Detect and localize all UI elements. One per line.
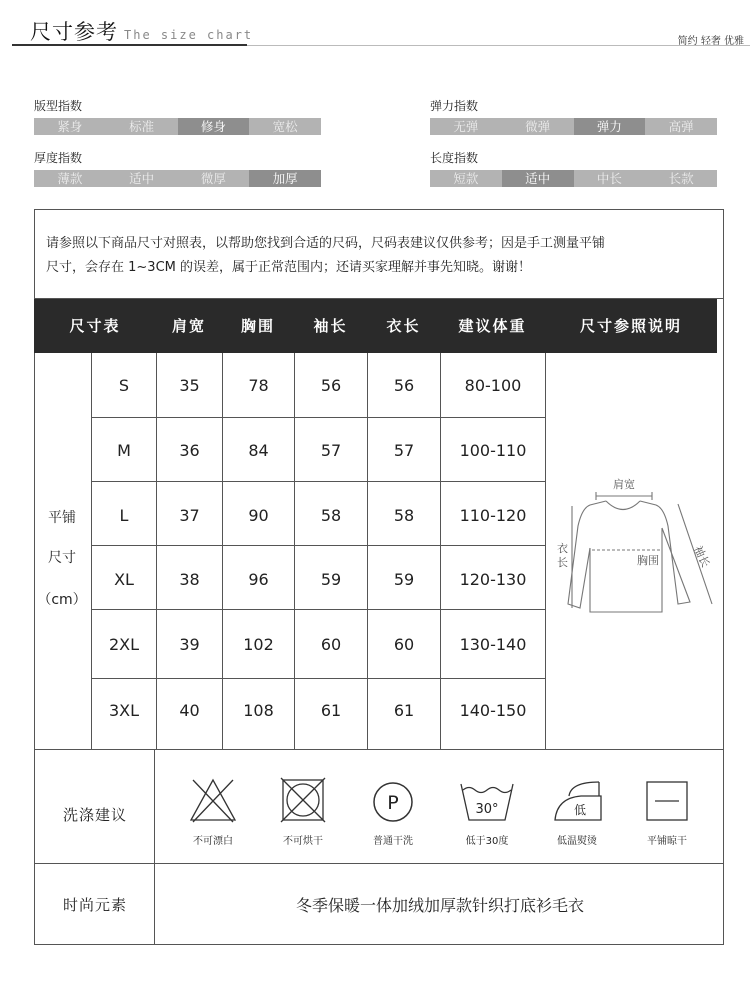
- length-index-bar: [430, 170, 717, 187]
- size-table-header: [34, 299, 717, 353]
- grid-line: [91, 481, 545, 482]
- care-item-no-bleach: [178, 776, 248, 847]
- care-item-dry-clean: [358, 776, 428, 847]
- header-shoulder: 肩宽: [171, 317, 206, 335]
- header-reference: 尺寸参照说明: [579, 317, 682, 335]
- care-caption: 不可烘干: [283, 836, 323, 847]
- cell-sleeve: 58: [320, 506, 342, 525]
- thickness-index-label: 厚度指数: [34, 151, 83, 165]
- wash-temp-symbol: 30°: [475, 802, 499, 817]
- cell-size: 3XL: [108, 701, 140, 720]
- length-option: 长款: [668, 171, 694, 186]
- cell-chest: 90: [248, 506, 269, 525]
- garment-diagram: [556, 468, 724, 616]
- fit-option: 宽松: [272, 119, 298, 134]
- flat-dry-icon: [641, 776, 693, 826]
- header-underline: [12, 44, 247, 46]
- cell-length: 61: [393, 701, 415, 720]
- care-item-wash-30: [452, 776, 522, 847]
- grid-line: [545, 353, 546, 749]
- thickness-option: 薄款: [57, 171, 83, 186]
- fit-option: 标准: [129, 119, 155, 134]
- cell-shoulder: 39: [179, 635, 200, 654]
- thickness-option-selected: 加厚: [249, 170, 321, 187]
- cell-sleeve: 57: [320, 441, 342, 460]
- cell-sleeve: 61: [320, 701, 342, 720]
- length-option-selected: 适中: [502, 170, 574, 187]
- cell-size: L: [119, 506, 129, 525]
- header-rule: [247, 45, 750, 46]
- cell-weight: 110-120: [459, 506, 527, 525]
- grid-line: [367, 353, 368, 749]
- no-bleach-icon: [187, 776, 239, 826]
- stretch-option: 微弹: [525, 119, 551, 134]
- page-title: 尺寸参考: [30, 20, 118, 44]
- fashion-value: 冬季保暖一体加绒加厚款针织打底衫毛衣: [295, 896, 584, 915]
- care-label: 洗涤建议: [62, 806, 127, 824]
- length-option: 中长: [596, 171, 622, 186]
- care-item-flat-dry: [632, 776, 702, 847]
- note-line-2: 尺寸，会存在 1~3CM 的误差，属于正常范围内；还请买家理解并事先知晓。谢谢！: [46, 260, 531, 275]
- grid-line: [91, 353, 92, 749]
- cell-weight: 80-100: [464, 376, 522, 395]
- grid-line: [34, 863, 724, 864]
- care-caption: 低于30度: [465, 836, 509, 847]
- cell-chest: 96: [248, 570, 269, 589]
- cell-length: 56: [393, 376, 415, 395]
- grid-line: [91, 678, 545, 679]
- header-sleeve: 袖长: [313, 317, 348, 335]
- cell-size: S: [118, 376, 130, 395]
- diagram-label-shoulder: 肩宽: [613, 478, 635, 491]
- cell-weight: 140-150: [459, 701, 527, 720]
- care-item-no-tumble-dry: [268, 776, 338, 847]
- care-caption: 不可漂白: [193, 836, 233, 847]
- care-caption: 普通干洗: [373, 836, 413, 847]
- grid-line: [91, 609, 545, 610]
- grid-line: [440, 353, 441, 749]
- body-shape: [590, 528, 662, 612]
- stretch-index-bar: [430, 118, 717, 135]
- side-label-flat: 平铺: [48, 510, 76, 526]
- cell-chest: 108: [243, 701, 274, 720]
- care-caption: 低温熨烫: [557, 836, 597, 847]
- brand-tagline: 简约 轻奢 优雅: [677, 36, 744, 47]
- measurement-note: [46, 232, 716, 280]
- cell-shoulder: 40: [179, 701, 200, 720]
- stretch-index-label: 弹力指数: [430, 99, 479, 113]
- fit-index-label: 版型指数: [34, 99, 83, 113]
- note-line-1: 请参照以下商品尺寸对照表，以帮助您找到合适的尺码，尺码表建议仅供参考；因是手工测量平铺: [46, 236, 606, 251]
- diagram-label-length-top: 衣: [557, 542, 568, 555]
- fit-index-bar: [34, 118, 321, 135]
- header-length: 衣长: [386, 317, 421, 335]
- cell-size: M: [117, 441, 131, 460]
- cell-shoulder: 36: [179, 441, 200, 460]
- diagram-label-sleeve: 袖长: [691, 543, 713, 570]
- fit-option-selected: 修身: [178, 118, 250, 135]
- diagram-label-length-bottom: 长: [557, 556, 568, 569]
- grid-line: [91, 417, 545, 418]
- grid-line: [34, 749, 724, 750]
- length-index-label: 长度指数: [430, 151, 479, 165]
- cell-chest: 102: [243, 635, 274, 654]
- grid-line: [294, 353, 295, 749]
- stretch-option: 无弹: [453, 119, 479, 134]
- header-size-table: 尺寸表: [69, 317, 121, 335]
- thickness-index-bar: [34, 170, 321, 187]
- side-label-unit: （cm）: [37, 592, 87, 608]
- cell-size: 2XL: [108, 635, 140, 654]
- fit-option: 紧身: [57, 119, 83, 134]
- side-label-size: 尺寸: [48, 550, 76, 566]
- grid-line: [156, 353, 157, 749]
- cell-length: 58: [393, 506, 415, 525]
- care-item-low-iron: [542, 776, 612, 847]
- cell-length: 57: [393, 441, 415, 460]
- table-top-rule: [34, 298, 724, 299]
- care-caption: 平铺晾干: [647, 836, 687, 847]
- dry-clean-symbol: P: [387, 792, 399, 814]
- no-tumble-dry-icon: [277, 776, 329, 826]
- page-subtitle: The size chart: [124, 28, 254, 42]
- wash-30-icon: [457, 776, 517, 826]
- stretch-option-selected: 弹力: [574, 118, 646, 135]
- cell-sleeve: 59: [320, 570, 342, 589]
- cell-shoulder: 35: [179, 376, 200, 395]
- length-option: 短款: [453, 171, 479, 186]
- diagram-label-chest: 胸围: [637, 554, 659, 567]
- low-iron-icon: [547, 776, 607, 826]
- header-chest: 胸围: [240, 317, 275, 335]
- cell-sleeve: 56: [320, 376, 342, 395]
- cell-weight: 130-140: [459, 635, 527, 654]
- left-sleeve-shape: [568, 501, 606, 608]
- cell-chest: 78: [248, 376, 269, 395]
- header-weight: 建议体重: [458, 317, 527, 335]
- cell-weight: 120-130: [459, 570, 527, 589]
- cell-sleeve: 60: [320, 635, 342, 654]
- dry-clean-icon: [367, 776, 419, 826]
- cell-size: XL: [114, 570, 134, 589]
- thickness-option: 适中: [129, 171, 155, 186]
- cell-shoulder: 37: [179, 506, 200, 525]
- stretch-option: 高弹: [668, 119, 694, 134]
- iron-level-symbol: 低: [573, 803, 587, 817]
- grid-line: [222, 353, 223, 749]
- cell-chest: 84: [248, 441, 269, 460]
- grid-line: [91, 545, 545, 546]
- fashion-label: 时尚元素: [62, 896, 127, 914]
- cell-shoulder: 38: [179, 570, 200, 589]
- cell-length: 59: [393, 570, 415, 589]
- thickness-option: 微厚: [200, 171, 226, 186]
- neckline-shape: [606, 501, 640, 510]
- cell-length: 60: [393, 635, 415, 654]
- cell-weight: 100-110: [459, 441, 527, 460]
